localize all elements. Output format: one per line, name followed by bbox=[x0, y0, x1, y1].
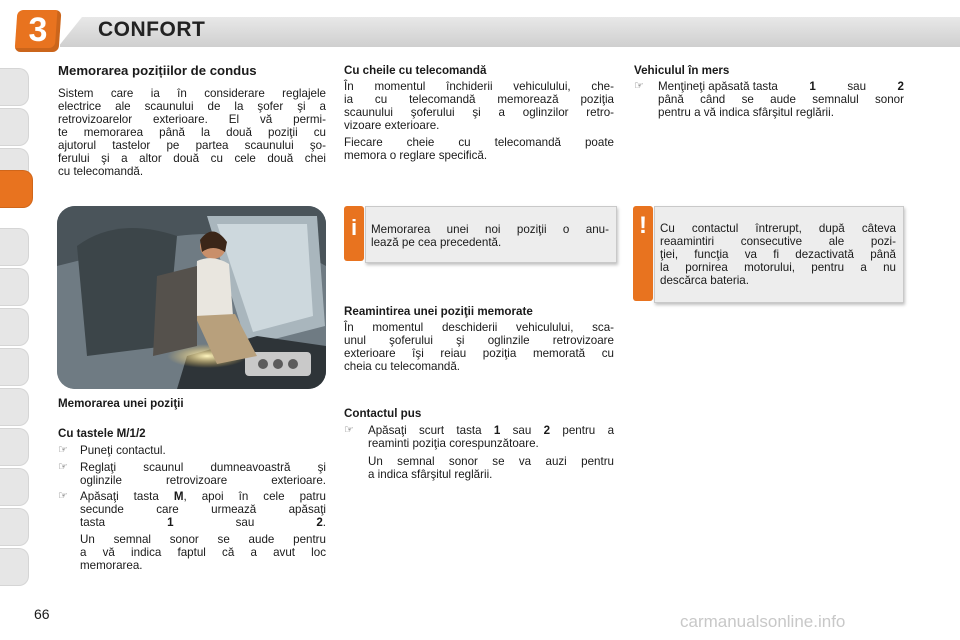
text-line: lează pe cea precedentă. bbox=[371, 236, 502, 249]
side-tab-9[interactable] bbox=[0, 388, 29, 426]
side-tab-5[interactable] bbox=[0, 228, 29, 266]
text-line: a vă indica faptul că a avut loc bbox=[80, 546, 326, 559]
keys-heading: Cu tastele M/1/2 bbox=[58, 427, 146, 440]
remote-heading: Cu cheile cu telecomandă bbox=[344, 64, 487, 77]
list-item bbox=[58, 461, 326, 487]
bullet-text bbox=[658, 80, 904, 119]
text-line: cu telecomandă. bbox=[58, 165, 144, 178]
text-span: sau bbox=[500, 424, 544, 437]
text-span: sau bbox=[847, 80, 867, 93]
text-line: ajutorul tastelor pe partea scaunului şo- bbox=[58, 139, 326, 152]
warning-text bbox=[660, 222, 896, 287]
text-span: Apăsaţi tasta bbox=[80, 490, 174, 503]
section-heading: Memorarea pozițiilor de condus bbox=[58, 63, 257, 78]
info-text bbox=[371, 223, 609, 249]
pointing-hand-icon: ☞ bbox=[58, 490, 68, 502]
pointing-hand-icon: ☞ bbox=[58, 444, 68, 456]
text-line: cheia cu telecomandă. bbox=[344, 360, 461, 373]
text-span: Menţineţi apăsată tasta bbox=[658, 80, 778, 93]
side-tab-13[interactable] bbox=[0, 548, 29, 586]
key-label: 1 bbox=[167, 516, 174, 529]
text-line bbox=[80, 516, 326, 529]
remote-paragraph-2 bbox=[344, 136, 614, 162]
text-line: memora o reglare specifică. bbox=[344, 149, 488, 162]
recall-paragraph bbox=[344, 321, 614, 373]
text-line: descărca bateria. bbox=[660, 274, 749, 287]
car-interior-drawing bbox=[57, 206, 326, 389]
side-tab-8[interactable] bbox=[0, 348, 29, 386]
text-line: reaminti poziţia corespunzătoare. bbox=[368, 437, 539, 450]
ignition-heading: Contactul pus bbox=[344, 407, 422, 420]
chapter-number: 3 bbox=[28, 11, 48, 49]
list-item bbox=[58, 444, 326, 457]
recall-heading: Reamintirea unei poziţii memorate bbox=[344, 305, 533, 318]
pointing-hand-icon: ☞ bbox=[634, 80, 644, 92]
text-span: sau bbox=[173, 516, 317, 529]
warning-icon: ! bbox=[639, 212, 647, 239]
text-line: Cu contactul întrerupt, după câteva bbox=[660, 222, 896, 235]
text-line: Sistem care ia în considerare reglajele bbox=[58, 87, 326, 100]
list-item bbox=[344, 424, 614, 450]
text-line bbox=[80, 490, 326, 503]
text-line: pentru a vă indica sfârşitul reglării. bbox=[658, 106, 834, 119]
text-line: În momentul deschiderii vehiculului, sca- bbox=[344, 321, 614, 334]
side-tab-7[interactable] bbox=[0, 308, 29, 346]
side-tab-6[interactable] bbox=[0, 268, 29, 306]
memorize-heading: Memorarea unei poziţii bbox=[58, 397, 184, 410]
text-line: Reglaţi scaunul dumneavoastră şi bbox=[80, 461, 326, 474]
side-tab-active[interactable] bbox=[0, 170, 33, 208]
text-line: memorarea. bbox=[80, 559, 143, 572]
side-tab-10[interactable] bbox=[0, 428, 29, 466]
text-line: scaunului şoferului şi a oglinzilor retro- bbox=[344, 106, 614, 119]
text-span: , apoi în cele patru bbox=[183, 490, 326, 503]
pointing-hand-icon: ☞ bbox=[58, 461, 68, 473]
ignition-signal-paragraph bbox=[368, 455, 614, 481]
side-tab-2[interactable] bbox=[0, 108, 29, 146]
watermark: carmanualsonline.info bbox=[680, 612, 846, 631]
chapter-title: CONFORT bbox=[98, 18, 206, 41]
key-label: 1 bbox=[493, 424, 501, 437]
text-line: oglinzile retrovizoare exterioare. bbox=[80, 474, 326, 487]
page-number: 66 bbox=[34, 606, 50, 622]
info-icon: i bbox=[350, 215, 358, 240]
text-span: . bbox=[322, 516, 327, 529]
intro-paragraph bbox=[58, 87, 326, 178]
text-line: Un semnal sonor se va auzi pentru bbox=[368, 455, 614, 468]
key-label: M bbox=[173, 490, 184, 503]
text-span: pentru a bbox=[550, 424, 615, 437]
text-line: Memorarea unei noi poziţii o anu- bbox=[371, 223, 609, 236]
key-label: 1 bbox=[809, 80, 816, 93]
side-tab-1[interactable] bbox=[0, 68, 29, 106]
side-tab-11[interactable] bbox=[0, 468, 29, 506]
memory-button-1 bbox=[273, 359, 283, 369]
text-line: ţiei, funcţia va fi dezactivată până bbox=[660, 248, 896, 261]
seat-memory-illustration bbox=[57, 206, 326, 389]
text-line: până când se aude semnalul sonor bbox=[658, 93, 904, 106]
text-span: Apăsaţi scurt tasta bbox=[368, 424, 494, 437]
text-line: unul şoferului şi oglinzile retrovizoare bbox=[344, 334, 614, 347]
memory-button-m bbox=[258, 359, 268, 369]
text-line: ferului şi a altor două cu cele două chei bbox=[58, 152, 326, 165]
key-label: 2 bbox=[897, 80, 904, 93]
moving-heading: Vehiculul în mers bbox=[634, 64, 730, 77]
text-line: reaamintiri consecutive ale pozi- bbox=[660, 235, 896, 248]
text-line: la pornirea motorului, pentru a nu bbox=[660, 261, 896, 274]
key-label: 2 bbox=[316, 516, 323, 529]
text-line: ia cu telecomandă memorează poziţia bbox=[344, 93, 614, 106]
list-item bbox=[58, 490, 326, 530]
text-line: Un semnal sonor se aude pentru bbox=[80, 533, 326, 546]
text-line: te memorarea până la două poziţii cu bbox=[58, 126, 326, 139]
bullet-text bbox=[80, 461, 326, 487]
signal-paragraph bbox=[80, 533, 326, 572]
side-tab-12[interactable] bbox=[0, 508, 29, 546]
side-tab-strip bbox=[0, 60, 34, 580]
text-line: retrovizoarelor exterioare. El vă permi- bbox=[58, 113, 326, 126]
driver-torso bbox=[195, 258, 233, 318]
text-line: a indica sfârşitul reglării. bbox=[368, 468, 493, 481]
header-notch bbox=[58, 17, 82, 47]
text-line: secunde care urmează apăsaţi bbox=[80, 503, 326, 516]
text-line: În momentul închiderii vehiculului, che- bbox=[344, 80, 614, 93]
key-label: 2 bbox=[543, 424, 551, 437]
pointing-hand-icon: ☞ bbox=[344, 424, 354, 436]
text-line bbox=[368, 424, 614, 437]
text-line bbox=[658, 80, 904, 93]
bullet-text bbox=[368, 424, 614, 450]
text-line: exterioare îşi reiau poziţia memorată cu bbox=[344, 347, 614, 360]
bullet-text bbox=[80, 490, 326, 529]
text-span: tasta bbox=[80, 516, 168, 529]
memory-button-2 bbox=[288, 359, 298, 369]
list-item bbox=[634, 80, 904, 120]
text-line: Fiecare cheie cu telecomandă poate bbox=[344, 136, 614, 149]
text-line: electrice ale scaunului de la şofer şi a bbox=[58, 100, 326, 113]
text-line: vizoare exterioare. bbox=[344, 119, 440, 132]
driver-seat bbox=[153, 266, 197, 356]
remote-paragraph bbox=[344, 80, 614, 132]
bullet-text: Puneţi contactul. bbox=[80, 444, 166, 457]
